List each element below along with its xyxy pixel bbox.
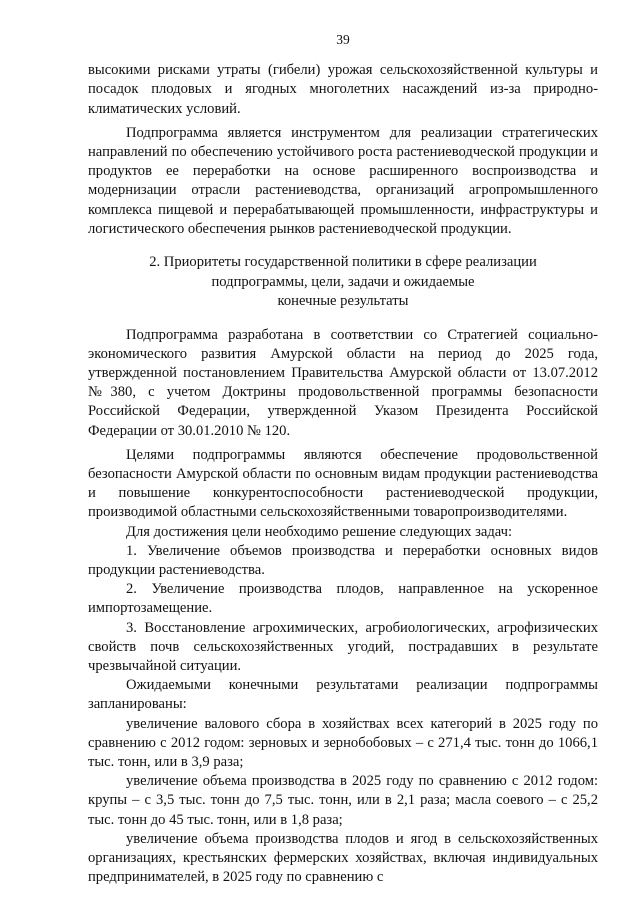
document-page	[88, 30, 598, 887]
task-item-3: 3. Восстановление агрохимических, агробиологических, агрофизических свойств почв сельскохозяйственных угодий, пострадавших в результате чрезвычайной ситуации.	[88, 619, 598, 674]
paragraph-expected-results: Ожидаемыми конечными результатами реализации подпрограммы запланированы:	[88, 677, 598, 713]
task-item-2: 2. Увеличение производства плодов, направленное на ускоренное импортозамещение.	[88, 581, 598, 617]
paragraph-goals: Целями подпрограммы являются обеспечение продовольственной безопасности Амурской области по основным видам продукции растениеводства и повышение конкурентоспособности растениеводческой продукции, производимой областными сельскохозяйственными товаропроизводителями.	[88, 446, 598, 521]
paragraph-subprogram-role: Подпрограмма является инструментом для реализации стратегических направлений по обеспечению устойчивого роста растениеводческой продукции и продуктов ее переработки на основе расширенного воспроизводства и модернизации отрасли растениеводства, организаций агропромышленного комплекса пищевой и перерабатывающей промышленности, инфраструктуры и логистического обеспечения рынков растениеводческой продукции.	[88, 124, 598, 237]
result-item-production: увеличение объема производства в 2025 году по сравнению с 2012 годом: крупы – с 3,5 тыс. тонн до 7,5 тыс. тонн, или в 2,1 раза; масла соевого – с 25,2 тыс. тонн до 45 тыс. тонн, или в 1,8 раза;	[88, 773, 598, 828]
page-number: 39	[336, 32, 350, 47]
section-heading-line-1: 2. Приоритеты государственной политики в сфере реализации	[149, 254, 537, 271]
paragraph-strategy: Подпрограмма разработана в соответствии со Стратегией социально-экономического развития Амурской области на период до 2025 года, утвержденной постановлением Правительства Амурской области от 13.07.2012 №380, с учетом Доктрины продовольственной программы безопасности Российской Федерации, утвержденной Указом Президента Российской Федерации от 30.01.2010 № 120.	[88, 326, 598, 439]
task-item-1: 1. Увеличение объемов производства и переработки основных видов продукции растениеводства.	[88, 542, 598, 578]
paragraph-tasks-intro: Для достижения цели необходимо решение следующих задач:	[126, 523, 513, 540]
paragraph-continuation: высокими рисками утраты (гибели) урожая сельскохозяйственной культуры и посадок плодовых и ягодных многолетних насаждений из-за природно-климатических условий.	[88, 62, 598, 117]
section-heading	[88, 253, 598, 312]
section-heading-line-3: конечные результаты	[277, 293, 409, 310]
result-item-fruits: увеличение объема производства плодов и ягод в сельскохозяйственных организациях, крестьянских фермерских хозяйствах, включая индивидуальных предпринимателей, в 2025 году по сравнению с	[88, 830, 598, 886]
section-heading-line-2: подпрограммы, цели, задачи и ожидаемые	[211, 273, 475, 290]
result-item-grain: увеличение валового сбора в хозяйствах всех категорий в 2025 году по сравнению с 2012 годом: зерновых и зернобобовых – с 271,4 тыс. тонн до 1066,1 тыс. тонн, или в 3,9 раза;	[88, 715, 598, 770]
